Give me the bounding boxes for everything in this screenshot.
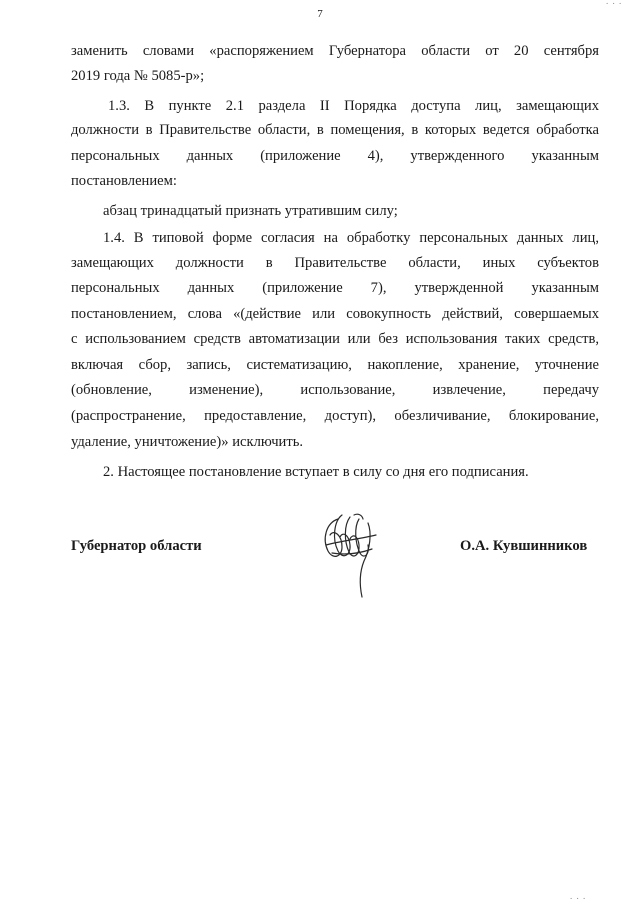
paragraph-4-line-8: (распространение, предоставление, доступ), обезличивание, блокирование, [71,408,599,424]
paragraph-1-line-2: 2019 года № 5085-р»; [71,68,205,84]
paragraph-1-line-1: заменить словами «распоряжением Губернатора области от 20 сентября [71,43,599,59]
paragraph-2-line-2: должности в Правительстве области, в помещения, в которых ведется обработка [71,122,599,138]
paragraph-4-line-1: 1.4. В типовой форме согласия на обработку персональных данных лиц, [103,230,599,246]
paragraph-2-line-1: 1.3. В пункте 2.1 раздела II Порядка доступа лиц, замещающих [108,98,599,114]
paragraph-2-line-3: персональных данных (приложение 4), утвержденного указанным [71,148,599,164]
paragraph-4-line-4: постановлением, слова «(действие или совокупность действий, совершаемых [71,306,599,322]
paragraph-4-line-7: (обновление, изменение), использование, извлечение, передачу [71,382,599,398]
signatory-title: Губернатор области [71,538,202,554]
scan-artifact-bottom: . . . [570,891,587,901]
paragraph-3-line-1: абзац тринадцатый признать утратившим силу; [103,203,398,219]
paragraph-4-line-5: с использованием средств автоматизации или без использования таких средств, [71,331,599,347]
page-number: 7 [317,8,323,20]
paragraph-2-line-4: постановлением: [71,173,177,189]
paragraph-4-line-3: персональных данных (приложение 7), утвержденной указанным [71,280,599,296]
paragraph-4-line-2: замещающих должности в Правительстве области, иных субъектов [71,255,599,271]
paragraph-4-line-9: удаление, уничтожение)» исключить. [71,434,304,450]
signatory-name: О.А. Кувшинников [460,538,588,554]
paragraph-5-line-1: 2. Настоящее постановление вступает в силу со дня его подписания. [103,464,529,480]
scan-artifact-top: . . . [606,0,623,6]
handwritten-signature [318,505,386,600]
paragraph-4-line-6: включая сбор, запись, систематизацию, накопление, хранение, уточнение [71,357,599,373]
